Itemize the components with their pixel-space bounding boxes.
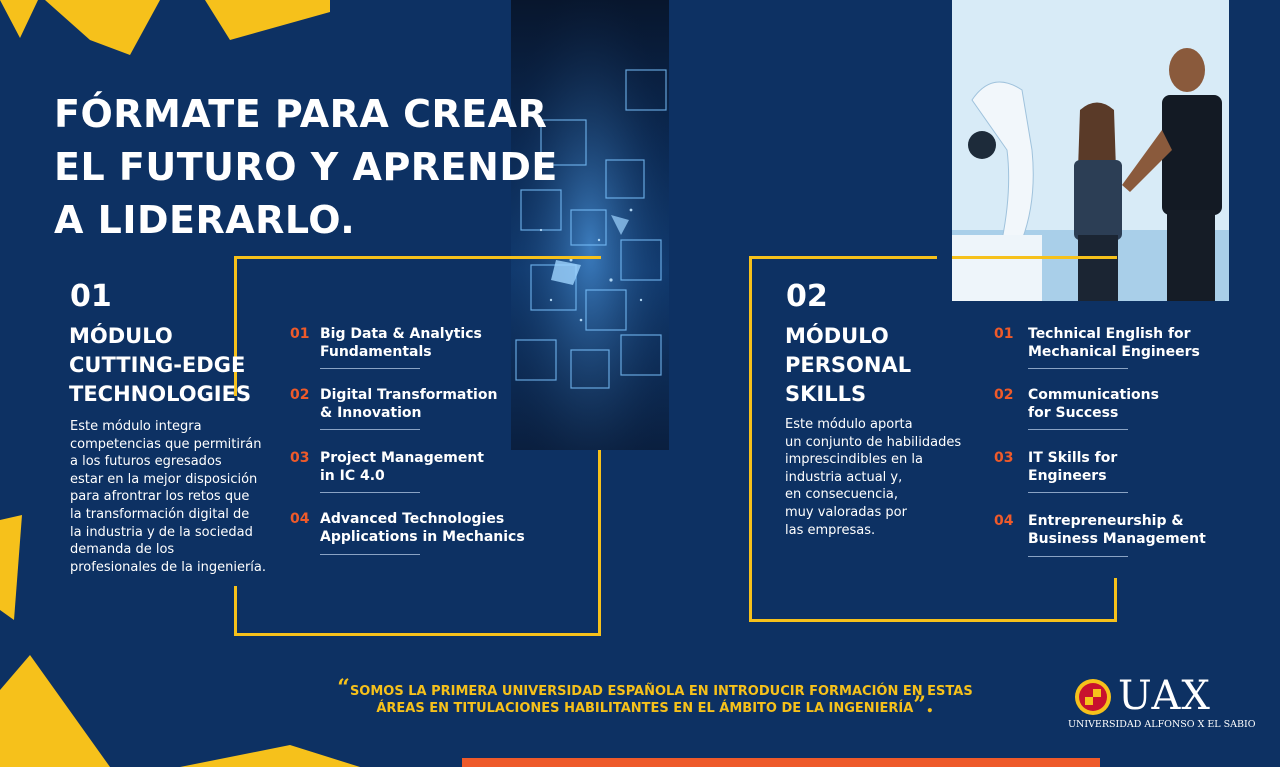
quote-close-mark: ”. [913,692,934,718]
module-2-title-line: PERSONAL [785,353,912,377]
quote-line-1 [310,675,1000,701]
headline [54,88,594,247]
item-label-line: Engineers [1028,468,1107,484]
item-number: 02 [994,387,1014,403]
module-2-description-line: Este módulo aporta [785,417,913,432]
quote [310,675,1000,718]
item-label [1028,325,1200,361]
module-1-description-line: competencias que permitirán [70,436,262,452]
item-number: 04 [290,511,310,527]
item-divider [320,429,420,430]
logo-name: UAX [1118,673,1211,719]
item-label-line: in IC 4.0 [320,468,385,484]
item-number: 02 [290,387,310,403]
item-label-line: Communications [1028,387,1159,403]
module-1-description-line: para afrontrar los retos que [70,489,250,505]
item-label-line: for Success [1028,405,1119,421]
quote-open-mark: “ [337,675,350,701]
item-label-line: IT Skills for [1028,450,1118,466]
item-label [320,510,525,546]
item-number: 03 [994,450,1014,466]
module-1-number: 01 [70,279,112,314]
item-label [1028,386,1159,422]
item-label-line: Big Data & Analytics [320,326,482,342]
item-divider [320,554,420,555]
item-label [320,325,482,361]
item-label-line: Entrepreneurship & [1028,513,1184,529]
item-number: 01 [994,326,1014,342]
headline-line-2: EL FUTURO Y APRENDE [54,145,558,189]
item-label [1028,449,1117,485]
item-number: 03 [290,450,310,466]
module-2-description-line: las empresas. [785,522,876,538]
item-label-line: Digital Transformation [320,387,498,403]
item-divider [1028,429,1128,430]
crest-icon [1074,678,1112,716]
item-divider [1028,368,1128,369]
module-1-description-line: la transformación digital de [70,506,250,522]
item-label-line: Technical English for [1028,326,1191,342]
module-1-title-line: TECHNOLOGIES [69,382,252,406]
module-2-description-line: en consecuencia, [785,487,898,503]
item-label-line: Project Management [320,450,484,466]
quote-line-2 [310,692,1000,718]
item-label-line: Applications in Mechanics [320,529,525,545]
module-2-title-line: MÓDULO [785,324,889,348]
item-label-line: Advanced Technologies [320,511,505,527]
module-1-description-line: demanda de los [70,542,175,558]
module-1-description-line: Este módulo integra [70,419,202,434]
module-1-frame-right [598,450,601,636]
module-1-description [70,418,272,576]
headline-line-1: FÓRMATE PARA CREAR [54,92,548,136]
item-label-line: Business Management [1028,531,1206,547]
module-1-title-line: MÓDULO [69,324,173,348]
footer-accent-bar [462,758,1100,767]
module-2-frame-right [1114,578,1117,622]
item-label [320,386,497,422]
module-2-number: 02 [786,279,828,314]
quote-text: SOMOS LA PRIMERA UNIVERSIDAD ESPAÑOLA EN INTRODUCIR FORMACIÓN EN ESTAS [349,684,973,699]
module-2-title [785,322,911,409]
item-label-line: & Innovation [320,405,422,421]
uax-logo [1068,673,1256,736]
module-1-title-line: CUTTING-EDGE [69,353,246,377]
item-divider [1028,492,1128,493]
item-number: 04 [994,513,1014,529]
module-2-description [785,416,961,539]
module-1-frame [234,256,601,636]
module-2-title-line: SKILLS [785,382,867,406]
module-1-description-line: estar en la mejor disposición [70,471,258,487]
item-label-line: Mechanical Engineers [1028,344,1200,360]
item-divider [320,368,420,369]
quote-text: ÁREAS EN TITULACIONES HABILITANTES EN EL ÁMBITO DE LA INGENIERÍA [376,701,914,716]
module-1-description-line: a los futuros egresados [70,454,222,470]
item-divider [320,492,420,493]
item-label [1028,512,1206,548]
item-label [320,449,484,485]
module-2-description-line: imprescindibles en la [785,452,923,468]
item-number: 01 [290,326,310,342]
module-2-frame-top-gap [937,256,952,259]
module-2-description-line: un conjunto de habilidades [785,434,962,450]
item-label-line: Fundamentals [320,344,432,360]
headline-line-3: A LIDERARLO. [54,198,356,242]
item-divider [1028,556,1128,557]
module-2-description-line: industria actual y, [785,469,903,485]
module-2-description-line: muy valoradas por [785,504,907,520]
module-1-title [69,322,251,409]
logo-subtitle: UNIVERSIDAD ALFONSO X EL SABIO [1068,719,1256,730]
module-1-description-line: profesionales de la ingeniería. [70,559,266,575]
module-1-description-line: la industria y de la sociedad [70,524,253,540]
